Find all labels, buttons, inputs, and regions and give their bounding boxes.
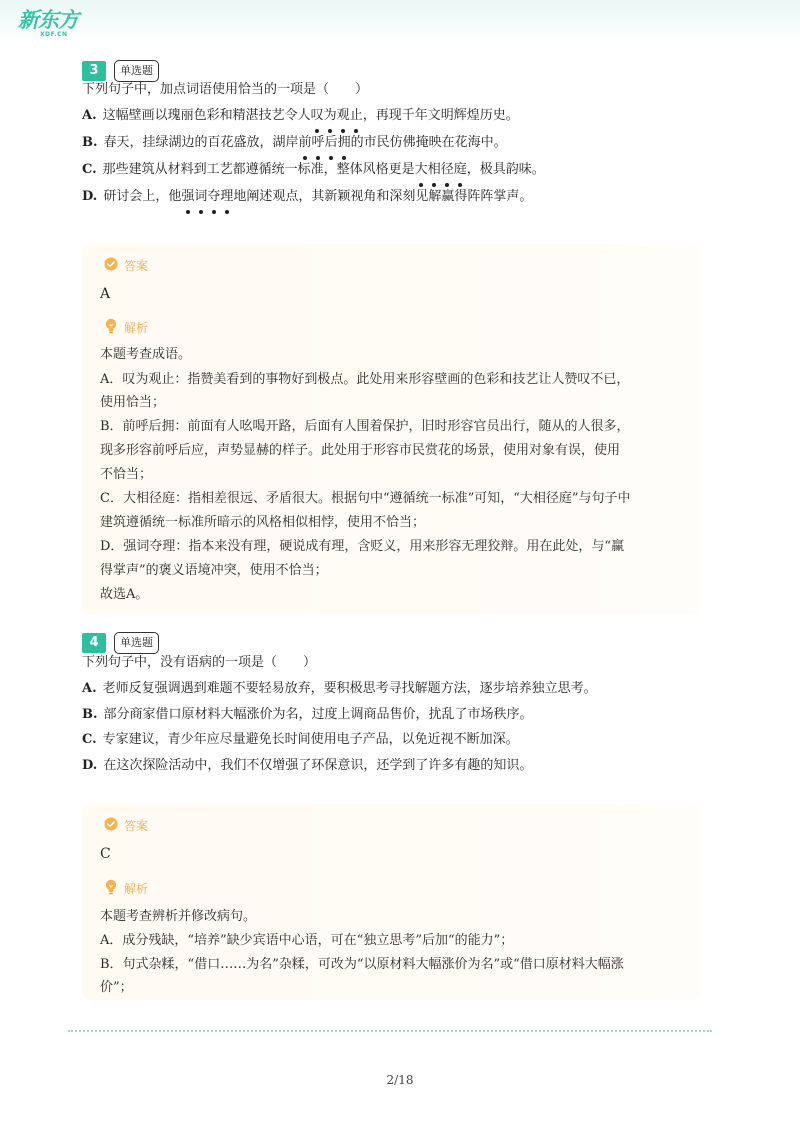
analysis-label-text: 解析 <box>124 882 149 896</box>
option-text: 在这次探险活动中，我们不仅增强了环保意识，还学到了许多有趣的知识。 <box>103 758 533 773</box>
dotted-char: 理 <box>220 187 233 207</box>
page-number: 2/18 <box>386 1073 414 1087</box>
option-letter: D. <box>82 758 98 773</box>
dotted-char: 庭 <box>454 160 467 180</box>
answer-value: A <box>100 286 111 302</box>
question-4-stem: 下列句子中，没有语病的一项是（ ） <box>82 655 317 670</box>
answer-label <box>104 257 148 275</box>
answer-label-text: 答案 <box>124 259 149 273</box>
dotted-char: 呼 <box>312 133 325 153</box>
answer-label-text: 答案 <box>124 819 149 833</box>
option-letter: D. <box>82 189 98 204</box>
analysis-line: A．成分残缺，“培养”缺少宾语中心语，可在“独立思考”后加“的能力”； <box>100 933 514 948</box>
analysis-line: 不恰当； <box>100 467 153 482</box>
analysis-line: A．叹为观止：指赞美看到的事物好到极点。此处用来形容壁画的色彩和技艺让人赞叹不已， <box>100 372 630 387</box>
q4-option-a <box>82 679 597 699</box>
option-letter: A. <box>82 681 97 696</box>
option-letter: B. <box>82 135 98 150</box>
dotted-char: 夺 <box>207 187 220 207</box>
dotted-char: 止 <box>350 106 363 126</box>
dotted-char: 观 <box>337 106 350 126</box>
option-text-post: ，再现千年文明辉煌历史。 <box>362 108 519 123</box>
dotted-char: 大 <box>415 160 428 180</box>
check-badge-icon <box>104 817 118 836</box>
analysis-line: 现多形容前呼后应，声势显赫的样子。此处用于形容市民赏花的场景，使用对象有误，使用 <box>100 443 621 458</box>
q3-answer-box <box>82 244 700 614</box>
analysis-line: 得掌声”的褒义语境冲突，使用不恰当； <box>100 563 328 578</box>
dotted-char: 强 <box>181 187 194 207</box>
dotted-char: 叹 <box>311 106 324 126</box>
q3-option-b <box>82 133 507 153</box>
option-text-pre: 那些建筑从材料到工艺都遵循统一标准，整体风格更是 <box>102 162 415 177</box>
option-letter: C. <box>82 732 97 747</box>
option-letter: A. <box>82 108 97 123</box>
answer-value: C <box>100 846 111 862</box>
analysis-line: C．大相径庭：指相差很远、矛盾很大。根据句中“遵循统一标准”可知，“大相径庭”与句子中 <box>100 491 631 506</box>
dotted-char: 为 <box>324 106 337 126</box>
option-text-post: 地阐述观点，其新颖视角和深刻见解赢得阵阵掌声。 <box>233 189 533 204</box>
header-band <box>0 0 800 44</box>
xdf-logo <box>18 8 88 40</box>
dotted-char: 径 <box>441 160 454 180</box>
question-number-badge: 4 <box>82 633 106 653</box>
lightbulb-icon <box>104 879 118 900</box>
q4-option-b <box>82 705 533 725</box>
dotted-char: 词 <box>194 187 207 207</box>
q3-option-a <box>82 106 519 126</box>
option-text: 专家建议，青少年应尽量避免长时间使用电子产品，以免近视不断加深。 <box>102 732 519 747</box>
analysis-line: 建筑遵循统一标准所暗示的风格相似相悖，使用不恰当； <box>100 515 426 530</box>
dotted-char: 前 <box>299 133 312 153</box>
q3-option-d <box>82 187 532 207</box>
dotted-char: 相 <box>428 160 441 180</box>
analysis-line: B．句式杂糅，“借口……为名”杂糅，可改为“以原材料大幅涨价为名”或“借口原材料大幅涨 <box>100 957 624 972</box>
logo-subtext: XDF.CN <box>40 31 68 38</box>
q4-option-c <box>82 730 519 750</box>
option-text-pre: 研讨会上，他 <box>103 189 182 204</box>
q4-answer-box <box>82 804 700 1000</box>
question-number-badge: 3 <box>82 61 106 81</box>
dotted-separator <box>68 1030 712 1032</box>
q3-option-c <box>82 160 545 180</box>
analysis-line: B．前呼后拥：前面有人吆喝开路，后面有人围着保护，旧时形容官员出行，随从的人很多， <box>100 419 630 434</box>
analysis-line: 价”； <box>100 980 133 995</box>
option-text: 部分商家借口原材料大幅涨价为名，过度上调商品售价，扰乱了市场秩序。 <box>103 707 533 722</box>
dotted-char: 拥 <box>338 133 351 153</box>
option-text-pre: 春天，挂绿湖边的百花盛放，湖岸 <box>103 135 299 150</box>
analysis-label <box>104 318 148 336</box>
dotted-word <box>181 189 233 204</box>
analysis-line: 使用恰当； <box>100 395 166 410</box>
answer-label <box>104 817 148 835</box>
analysis-line: 本题考查成语。 <box>100 347 192 362</box>
dotted-word <box>299 135 351 150</box>
question-type-tag: 单选题 <box>114 60 159 82</box>
option-text-post: 的市民仿佛掩映在花海中。 <box>350 135 507 150</box>
option-text: 老师反复强调遇到难题不要轻易放弃，要积极思考寻找解题方法，逐步培养独立思考。 <box>102 681 597 696</box>
analysis-line: D．强词夺理：指本来没有理，硬说成有理，含贬义，用来形容无理狡辩。用在此处，与“赢 <box>100 539 625 554</box>
dotted-char: 后 <box>325 133 338 153</box>
analysis-label-text: 解析 <box>124 321 149 335</box>
logo-text: 新东方 <box>18 8 78 32</box>
analysis-line: 本题考查辨析并修改病句。 <box>100 909 257 924</box>
dotted-word <box>311 108 363 123</box>
option-letter: B. <box>82 707 98 722</box>
q4-option-d <box>82 756 532 776</box>
option-text-pre: 这幅壁画以瑰丽色彩和精湛技艺令人 <box>102 108 311 123</box>
analysis-line: 故选A。 <box>100 587 149 602</box>
analysis-label <box>104 879 148 897</box>
check-badge-icon <box>104 257 118 276</box>
option-text-post: ，极具韵味。 <box>466 162 545 177</box>
option-letter: C. <box>82 162 97 177</box>
question-type-tag: 单选题 <box>114 632 159 654</box>
lightbulb-icon <box>104 318 118 339</box>
dotted-word <box>415 162 467 177</box>
question-3-stem: 下列句子中，加点词语使用恰当的一项是（ ） <box>82 82 369 97</box>
